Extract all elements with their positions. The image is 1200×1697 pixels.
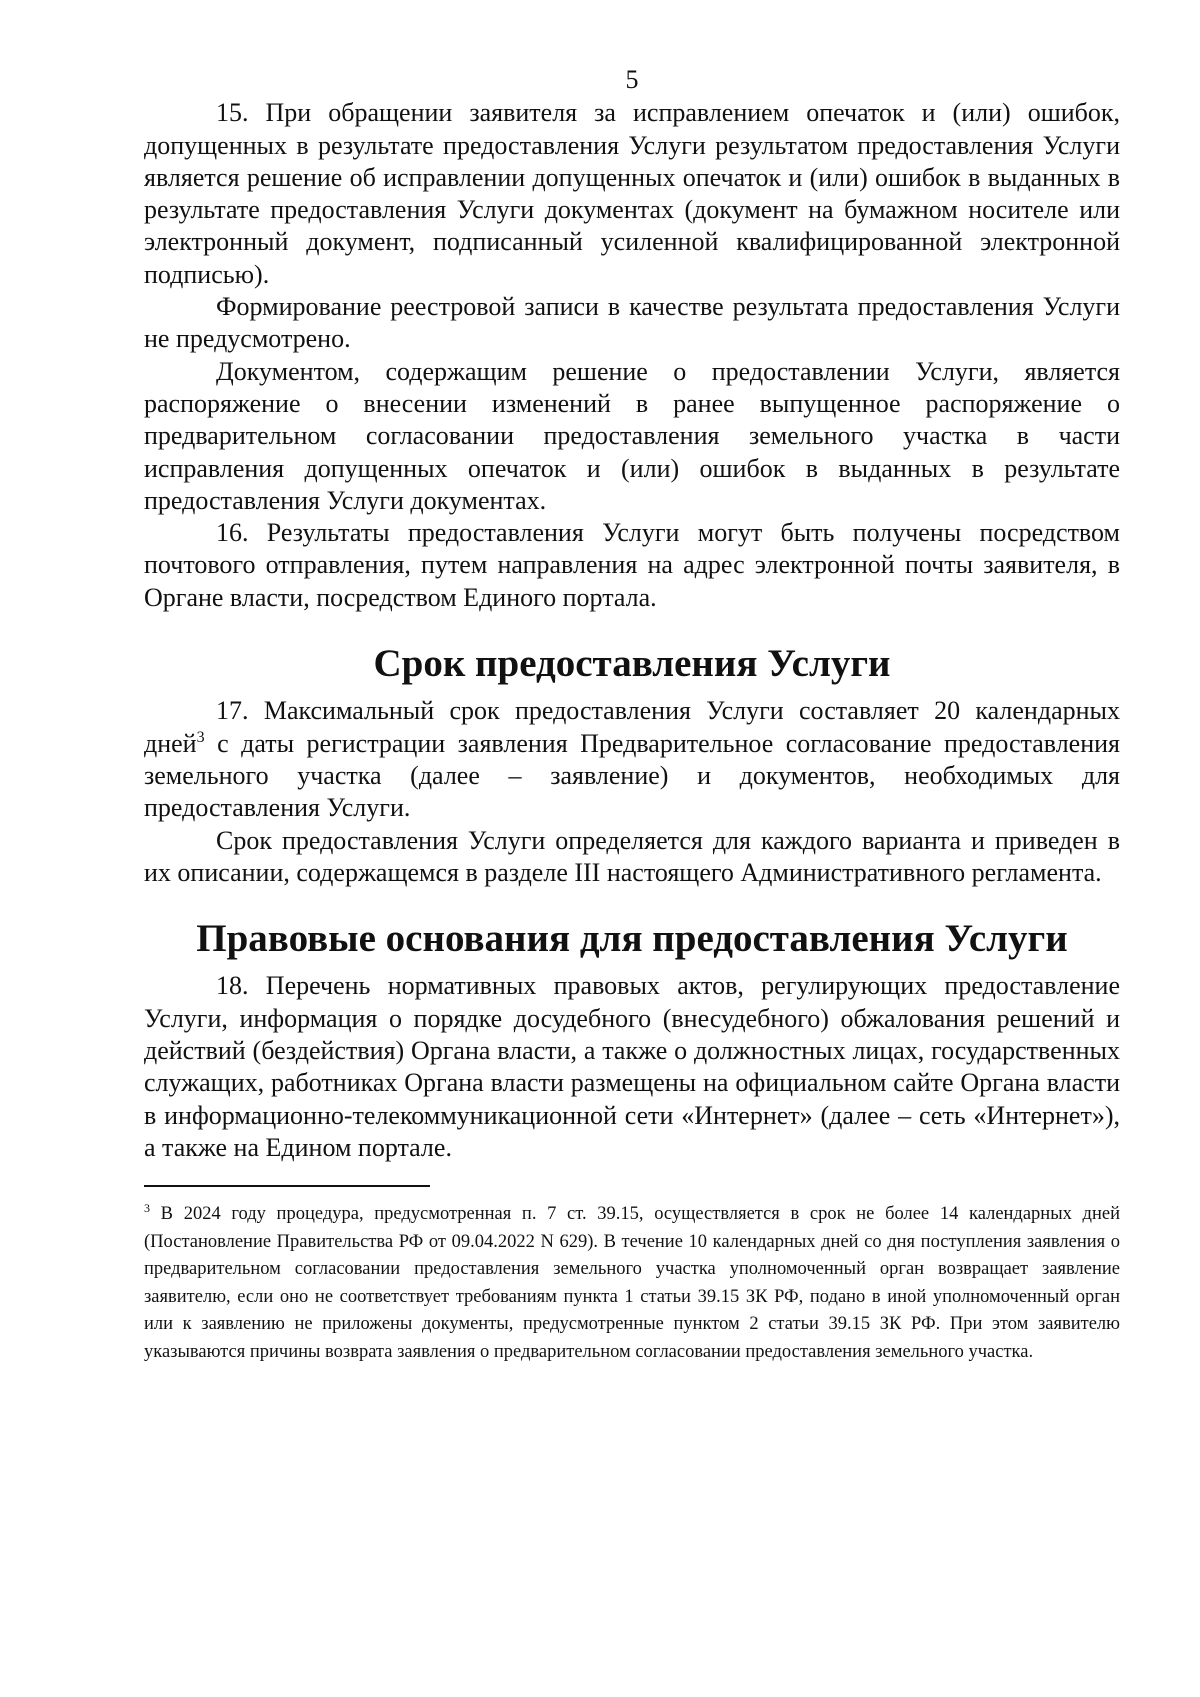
paragraph-17-variants: Срок предоставления Услуги определяется для каждого варианта и приведен в их описании, содержащемся в разделе III настоящего Административного регламента. bbox=[144, 825, 1120, 887]
footnote-3-text: В 2024 году процедура, предусмотренная п. 7 ст. 39.15, осуществляется в срок не более 14 календарных дней (Постановление Правительства РФ от 09.04.2022 N 629). В течение 10 календарных дней со дня поступления заявления о предварительном согласовании предоставления земельного участка уполномоченный орган возвращает заявление заявителю, если оно не соответствует требованиям пункта 1 статьи 39.15 ЗК РФ, подано в иной уполномоченный орган или к заявлению не приложены документы, предусмотренные пунктом 2 статьи 39.15 ЗК РФ. При этом заявителю указываются причины возврата заявления о предварительном согласовании предоставления земельного участка. bbox=[144, 1204, 1120, 1362]
paragraph-15: 15. При обращении заявителя за исправлением опечаток и (или) ошибок, допущенных в результате предоставления Услуги результатом предоставления Услуги является решение об исправлении допущенных опечаток и (или) ошибок в выданных в результате предоставления Услуги документах (документ на бумажном носителе или электронный документ, подписанный усиленной квалифицированной электронной подписью). bbox=[144, 98, 1120, 289]
paragraph-17-text-end: с даты регистрации заявления Предварительное согласование предоставления земельного участка (далее – заявление) и документов, необходимых для предоставления Услуги. bbox=[144, 728, 1120, 823]
footnote-separator bbox=[144, 1185, 430, 1187]
footnote-3 bbox=[144, 1201, 1120, 1366]
footnote-mark: 3 bbox=[144, 1201, 150, 1216]
document-page bbox=[144, 64, 1120, 1366]
section-heading-legal-basis: Правовые основания для предоставления Услуги bbox=[196, 917, 1068, 961]
footnote-reference[interactable]: 3 bbox=[196, 728, 205, 746]
paragraph-15-decision-document: Документом, содержащим решение о предоставлении Услуги, является распоряжение о внесении изменений в ранее выпущенное распоряжение о предварительном согласовании предоставления земельного участка в части исправления допущенных опечаток и (или) ошибок в выданных в результате предоставления Услуги документах. bbox=[144, 356, 1120, 515]
page-number: 5 bbox=[625, 65, 639, 94]
paragraph-16: 16. Результаты предоставления Услуги могут быть получены посредством почтового отправления, путем направления на адрес электронной почты заявителя, в Органе власти, посредством Единого портала. bbox=[144, 518, 1120, 612]
paragraph-17-text-start: 17. Максимальный срок предоставления Услуги составляет 20 календарных дней bbox=[144, 696, 1120, 758]
paragraph-18: 18. Перечень нормативных правовых актов, регулирующих предоставление Услуги, информация о порядке досудебного (внесудебного) обжалования решений и действий (бездействия) Органа власти, а также о должностных лицах, государственных служащих, работниках Органа власти размещены на официальном сайте Органа власти в информационно-телекоммуникационной сети «Интернет» (далее – сеть «Интернет»), а также на Едином портале. bbox=[144, 971, 1120, 1162]
paragraph-17 bbox=[144, 695, 1120, 824]
section-heading-term: Срок предоставления Услуги bbox=[373, 642, 891, 686]
paragraph-15-registry-record: Формирование реестровой записи в качестве результата предоставления Услуги не предусмотрено. bbox=[144, 292, 1120, 354]
